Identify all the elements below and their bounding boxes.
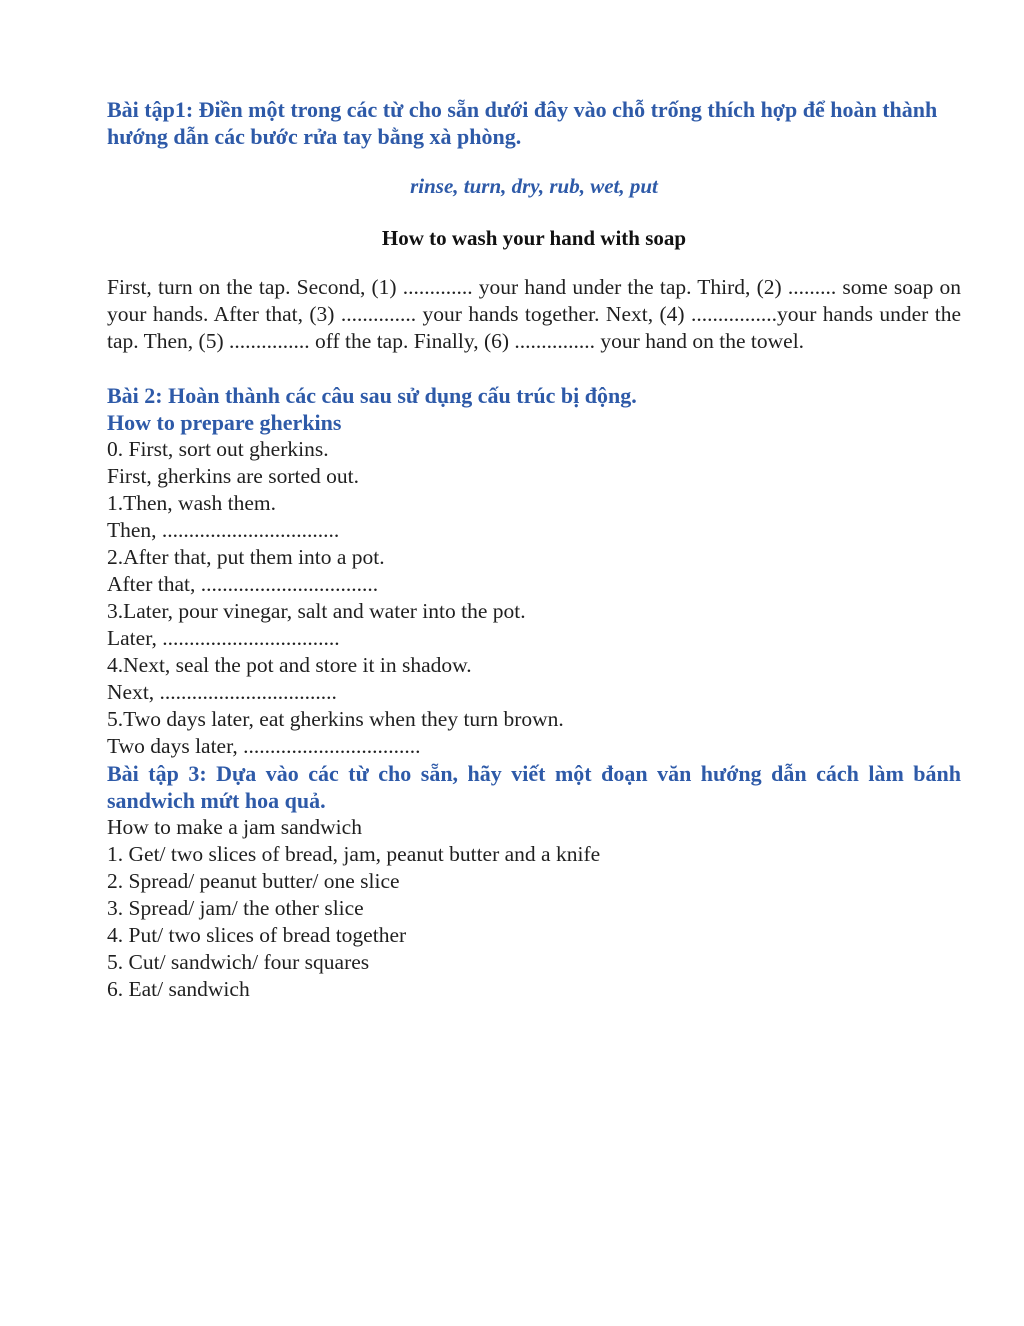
exercise-2-line: First, gherkins are sorted out. [107,464,359,488]
exercise-1-paragraph: First, turn on the tap. Second, (1) ............. your hand under the tap. Third, (2) ......... some soap on your hands. After that, (3) .............. your hands together. Next, (4) ................your hands under the tap. Then, (5) ............... off the tap. Finally, (6) ............... your hand on the towel. [107,275,961,353]
exercise-2-answer-blank: Then, ................................. [107,518,340,542]
exercise-2-subheading: How to prepare gherkins [107,410,342,435]
exercise-2 [107,382,961,760]
exercise-1-title: How to wash your hand with soap [381,226,687,250]
exercise-2-answer-blank: Two days later, ................................. [107,734,421,758]
exercise-3-step: 5. Cut/ sandwich/ four squares [107,950,370,974]
exercise-1 [107,96,961,355]
exercise-2-line: 2.After that, put them into a pot. [107,545,385,569]
exercise-3-heading: Bài tập 3: Dựa vào các từ cho sẵn, hãy viết một đoạn văn hướng dẫn cách làm bánh sandwich mứt hoa quả. [107,761,961,813]
exercise-2-answer-blank: Later, ................................. [107,626,340,650]
exercise-2-lines [107,436,961,760]
exercise-2-line: 1.Then, wash them. [107,491,276,515]
exercise-3-step: 4. Put/ two slices of bread together [107,923,407,947]
word-bank: rinse, turn, dry, rub, wet, put [410,174,658,198]
exercise-1-heading: Bài tập1: Điền một trong các từ cho sẵn dưới đây vào chỗ trống thích hợp để hoàn thành hướng dẫn các bước rửa tay bằng xà phòng. [107,97,938,149]
exercise-3-steps [107,841,961,1003]
exercise-2-line: 5.Two days later, eat gherkins when they turn brown. [107,707,564,731]
exercise-3-step: 1. Get/ two slices of bread, jam, peanut butter and a knife [107,842,601,866]
exercise-2-line: 0. First, sort out gherkins. [107,437,329,461]
exercise-2-line: 4.Next, seal the pot and store it in shadow. [107,653,472,677]
exercise-3-step: 6. Eat/ sandwich [107,977,250,1001]
exercise-3-step: 3. Spread/ jam/ the other slice [107,896,364,920]
exercise-3-step: 2. Spread/ peanut butter/ one slice [107,869,400,893]
document-page [107,92,961,1003]
exercise-2-heading: Bài 2: Hoàn thành các câu sau sử dụng cấu trúc bị động. [107,383,637,408]
exercise-3 [107,760,961,1003]
exercise-3-title: How to make a jam sandwich [107,815,362,839]
exercise-2-line: 3.Later, pour vinegar, salt and water into the pot. [107,599,526,623]
exercise-2-answer-blank: After that, ................................. [107,572,379,596]
exercise-2-answer-blank: Next, ................................. [107,680,337,704]
